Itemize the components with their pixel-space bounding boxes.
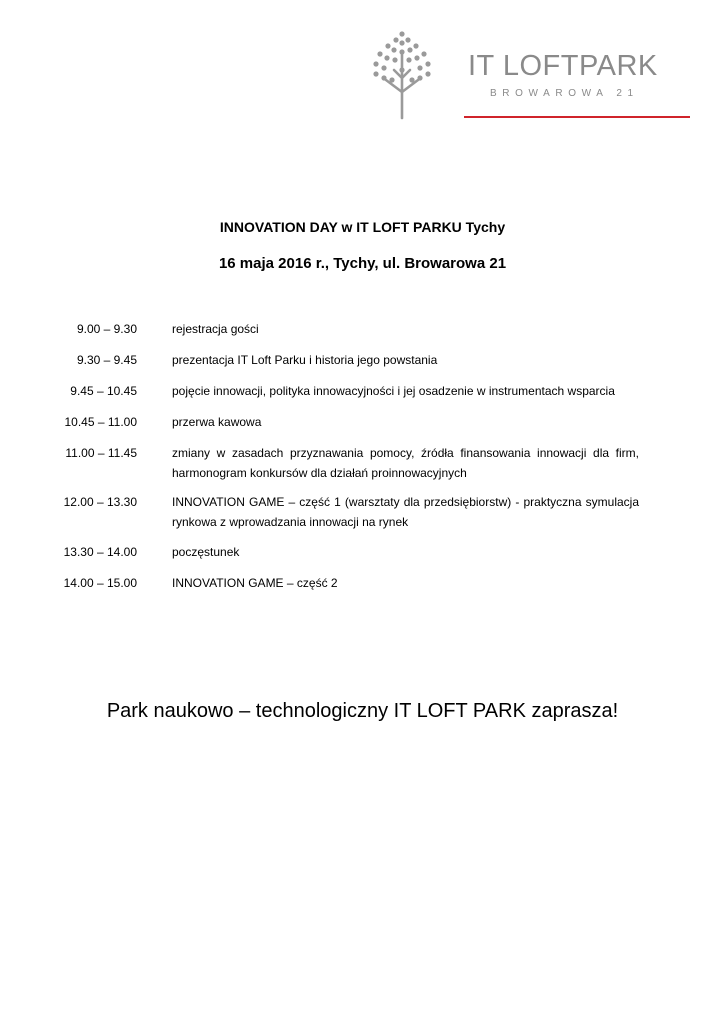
schedule-time: 13.30 – 14.00 [63, 545, 137, 559]
tree-dots-icon [372, 30, 432, 122]
schedule-time: 14.00 – 15.00 [63, 576, 137, 590]
schedule-time: 9.45 – 10.45 [70, 384, 137, 398]
event-date-location: 16 maja 2016 r., Tychy, ul. Browarowa 21 [218, 255, 507, 272]
schedule-description: INNOVATION GAME – część 1 (warsztaty dla przedsiębiorstw) - praktyczna symulacja rynkowa z wprowadzania innowacji na rynek [172, 495, 639, 529]
logo-accent-line [464, 116, 690, 118]
schedule-time: 12.00 – 13.30 [63, 495, 137, 509]
schedule-description: rejestracja gości [172, 322, 259, 336]
logo-text-loft: LOFT [502, 50, 579, 82]
logo [368, 28, 698, 124]
schedule-time: 9.30 – 9.45 [76, 353, 137, 367]
logo-wordmark [468, 52, 658, 81]
event-title: INNOVATION DAY w IT LOFT PARKU Tychy [219, 219, 506, 235]
schedule-description: zmiany w zasadach przyznawania pomocy, źródła finansowania innowacji dla firm, harmonogram konkursów dla działań proinnowacyjnych [172, 446, 639, 480]
logo-subtitle: BROWAROWA 21 [490, 88, 639, 99]
schedule-time: 11.00 – 11.45 [65, 446, 137, 460]
logo-text-it: IT [468, 50, 495, 82]
schedule-time: 10.45 – 11.00 [64, 415, 137, 429]
logo-text-park: PARK [578, 50, 658, 82]
schedule-description: poczęstunek [172, 545, 240, 559]
schedule-description: pojęcie innowacji, polityka innowacyjności i jej osadzenie w instrumentach wsparcia [172, 384, 615, 398]
schedule-description: prezentacja IT Loft Parku i historia jego powstania [172, 353, 438, 367]
schedule-description: INNOVATION GAME – część 2 [172, 576, 338, 590]
schedule-time: 9.00 – 9.30 [76, 322, 137, 336]
invitation-text: Park naukowo – technologiczny IT LOFT PARK zaprasza! [106, 700, 619, 722]
schedule-description: przerwa kawowa [172, 415, 262, 429]
